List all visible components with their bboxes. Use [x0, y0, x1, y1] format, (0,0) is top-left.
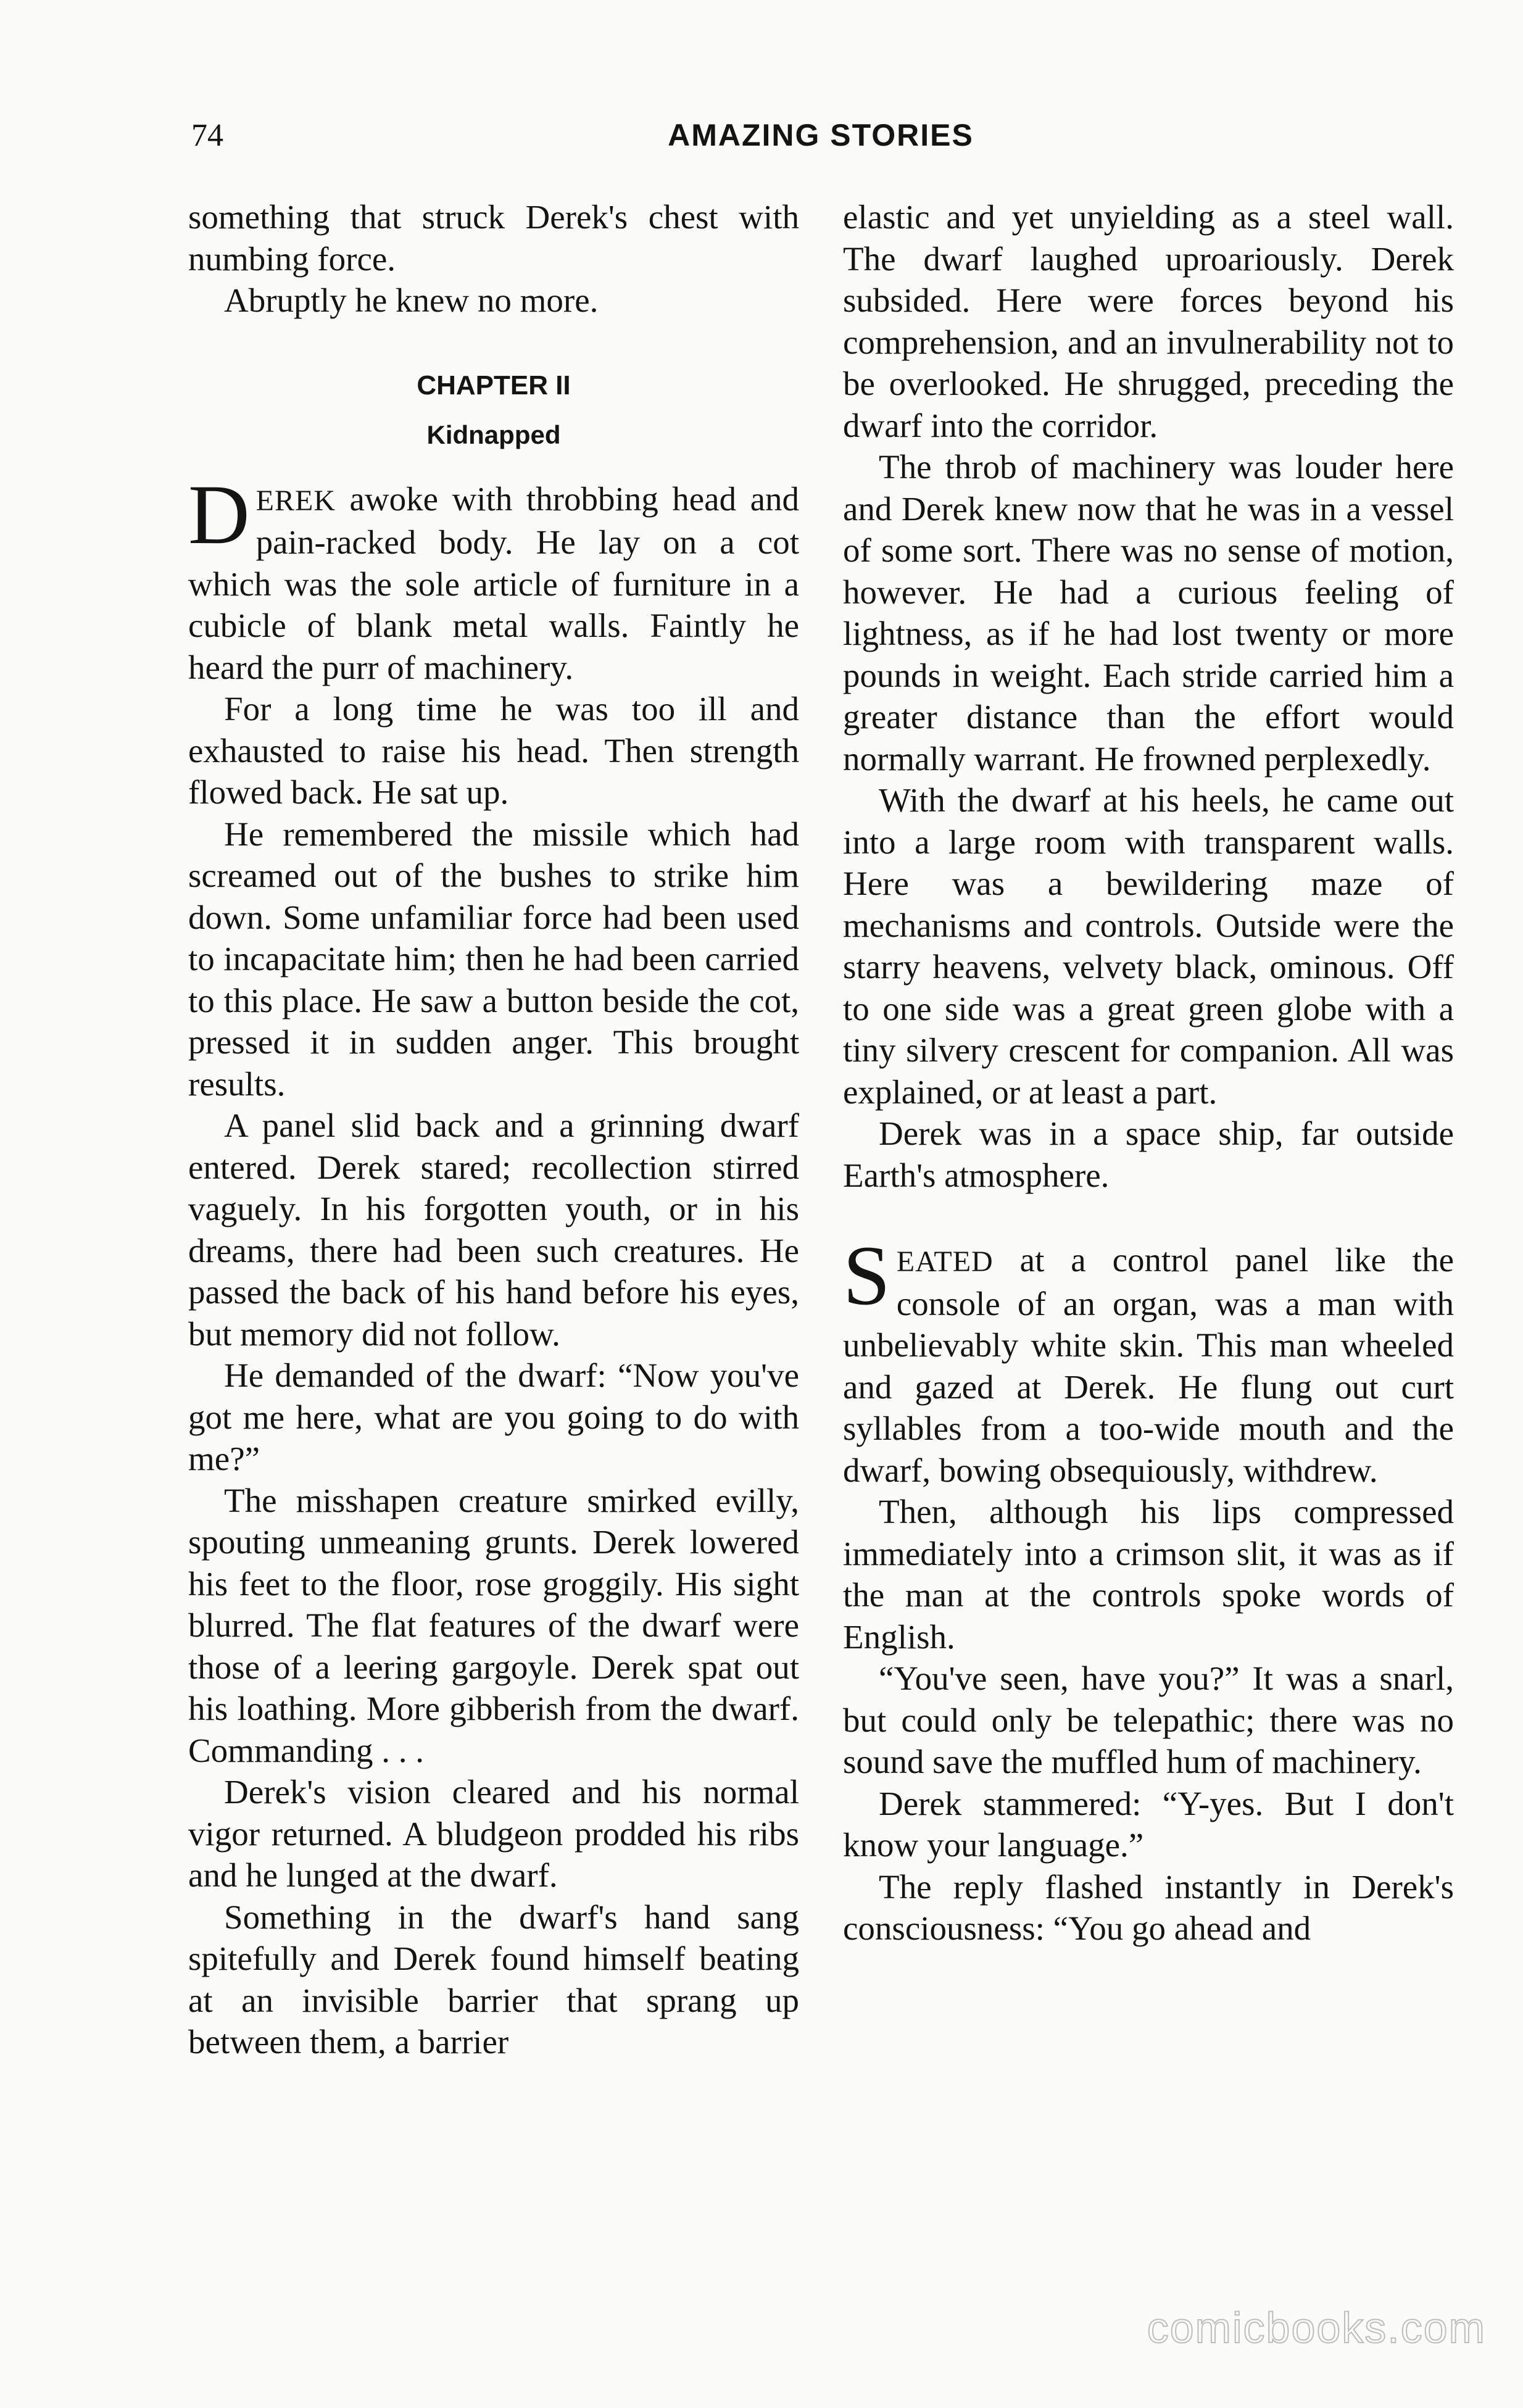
paragraph: Abruptly he knew no more.	[224, 281, 599, 319]
paragraph: Derek stammered: “Y-yes. But I don't know your language.”	[843, 1784, 1454, 1864]
page-number: 74	[191, 118, 223, 153]
paragraph-continuation: elastic and yet unyielding as a steel wall. The dwarf laughed uproariously. Derek subsided. Here were forces beyond his comprehension, and an invulnerability not to be overlooked. He shrugged, preceding the dwarf into the corridor.	[843, 198, 1454, 444]
paragraph: With the dwarf at his heels, he came out into a large room with transparent walls. Here was a bewildering maze of mechanisms and controls. Outside were the starry heavens, velvety black, ominous. Off to one side was a great green globe with a tiny silvery crescent for companion. All was explained, or at least a part.	[843, 781, 1454, 1111]
page-header	[191, 117, 1450, 167]
paragraph: He remembered the missile which had screamed out of the bushes to strike him down. Some unfamiliar force had been used to incapacitate him; then he had been carried to this place. He saw a button beside the cot, pressed it in sudden anger. This brought results.	[188, 815, 799, 1103]
drop-cap: D	[188, 467, 250, 562]
paragraph-dropcap	[188, 467, 799, 689]
section-break	[843, 1196, 1454, 1239]
paragraph-dropcap	[843, 1228, 1454, 1491]
chapter-heading: CHAPTER II	[417, 370, 571, 401]
small-caps-lead: EATED	[896, 1245, 994, 1278]
paragraph: The misshapen creature smirked evilly, spouting unmeaning grunts. Derek lowered his feet to the floor, rose groggily. His sight blurred. The flat features of the dwarf were those of a leering gargoyle. Derek spat out his loathing. More gibberish from the dwarf. Commanding . . .	[188, 1481, 799, 1769]
watermark: comicbooks.com	[1147, 2304, 1486, 2352]
right-column	[843, 196, 1454, 1949]
left-column	[188, 196, 799, 2063]
paragraph-text: awoke with throbbing head and pain-racked body. He lay on a cot which was the sole article of furniture in a cubicle of blank metal walls. Faintly he heard the purr of machinery.	[188, 480, 799, 686]
paragraph: For a long time he was too ill and exhausted to raise his head. Then strength flowed back. He sat up.	[188, 690, 799, 811]
drop-cap: S	[843, 1228, 890, 1322]
paragraph: The throb of machinery was louder here and Derek knew now that he was in a vessel of some sort. There was no sense of motion, however. He had a curious feeling of lightness, as if he had lost twenty or more pounds in weight. Each stride carried him a greater distance than the effort would normally warrant. He frowned perplexedly.	[843, 448, 1454, 778]
paragraph: “You've seen, have you?” It was a snarl, but could only be telepathic; there was no sound save the muffled hum of machinery.	[843, 1659, 1454, 1780]
paragraph: A panel slid back and a grinning dwarf entered. Derek stared; recollection stirred vaguely. In his forgotten youth, or in his dreams, there had been such creatures. He passed the back of his hand before his eyes, but memory did not follow.	[188, 1106, 799, 1353]
paragraph-continuation: something that struck Derek's chest with numbing force.	[188, 198, 799, 278]
chapter-title: Kidnapped	[426, 420, 561, 449]
paragraph: Derek was in a space ship, far outside Earth's atmosphere.	[843, 1115, 1454, 1194]
paragraph: The reply flashed instantly in Derek's consciousness: “You go ahead and	[843, 1867, 1454, 1947]
paragraph-text: at a control panel like the console of an organ, was a man with unbelievably white skin. This man wheeled and gazed at Derek. He flung out curt syllables from a too-wide mouth and the dwarf, bowing obsequiously, withdrew.	[843, 1241, 1454, 1489]
small-caps-lead: EREK	[255, 484, 336, 517]
paragraph: Derek's vision cleared and his normal vigor returned. A bludgeon prodded his ribs and he lunged at the dwarf.	[188, 1773, 799, 1894]
paragraph: Then, although his lips compressed immediately into a crimson slit, it was as if the man at the controls spoke words of English.	[843, 1493, 1454, 1656]
paragraph: Something in the dwarf's hand sang spitefully and Derek found himself beating at an invisible barrier that sprang up between them, a barrier	[188, 1898, 799, 2061]
running-title: AMAZING STORIES	[668, 118, 974, 152]
paragraph: He demanded of the dwarf: “Now you've got me here, what are you going to do with me?”	[188, 1356, 799, 1477]
